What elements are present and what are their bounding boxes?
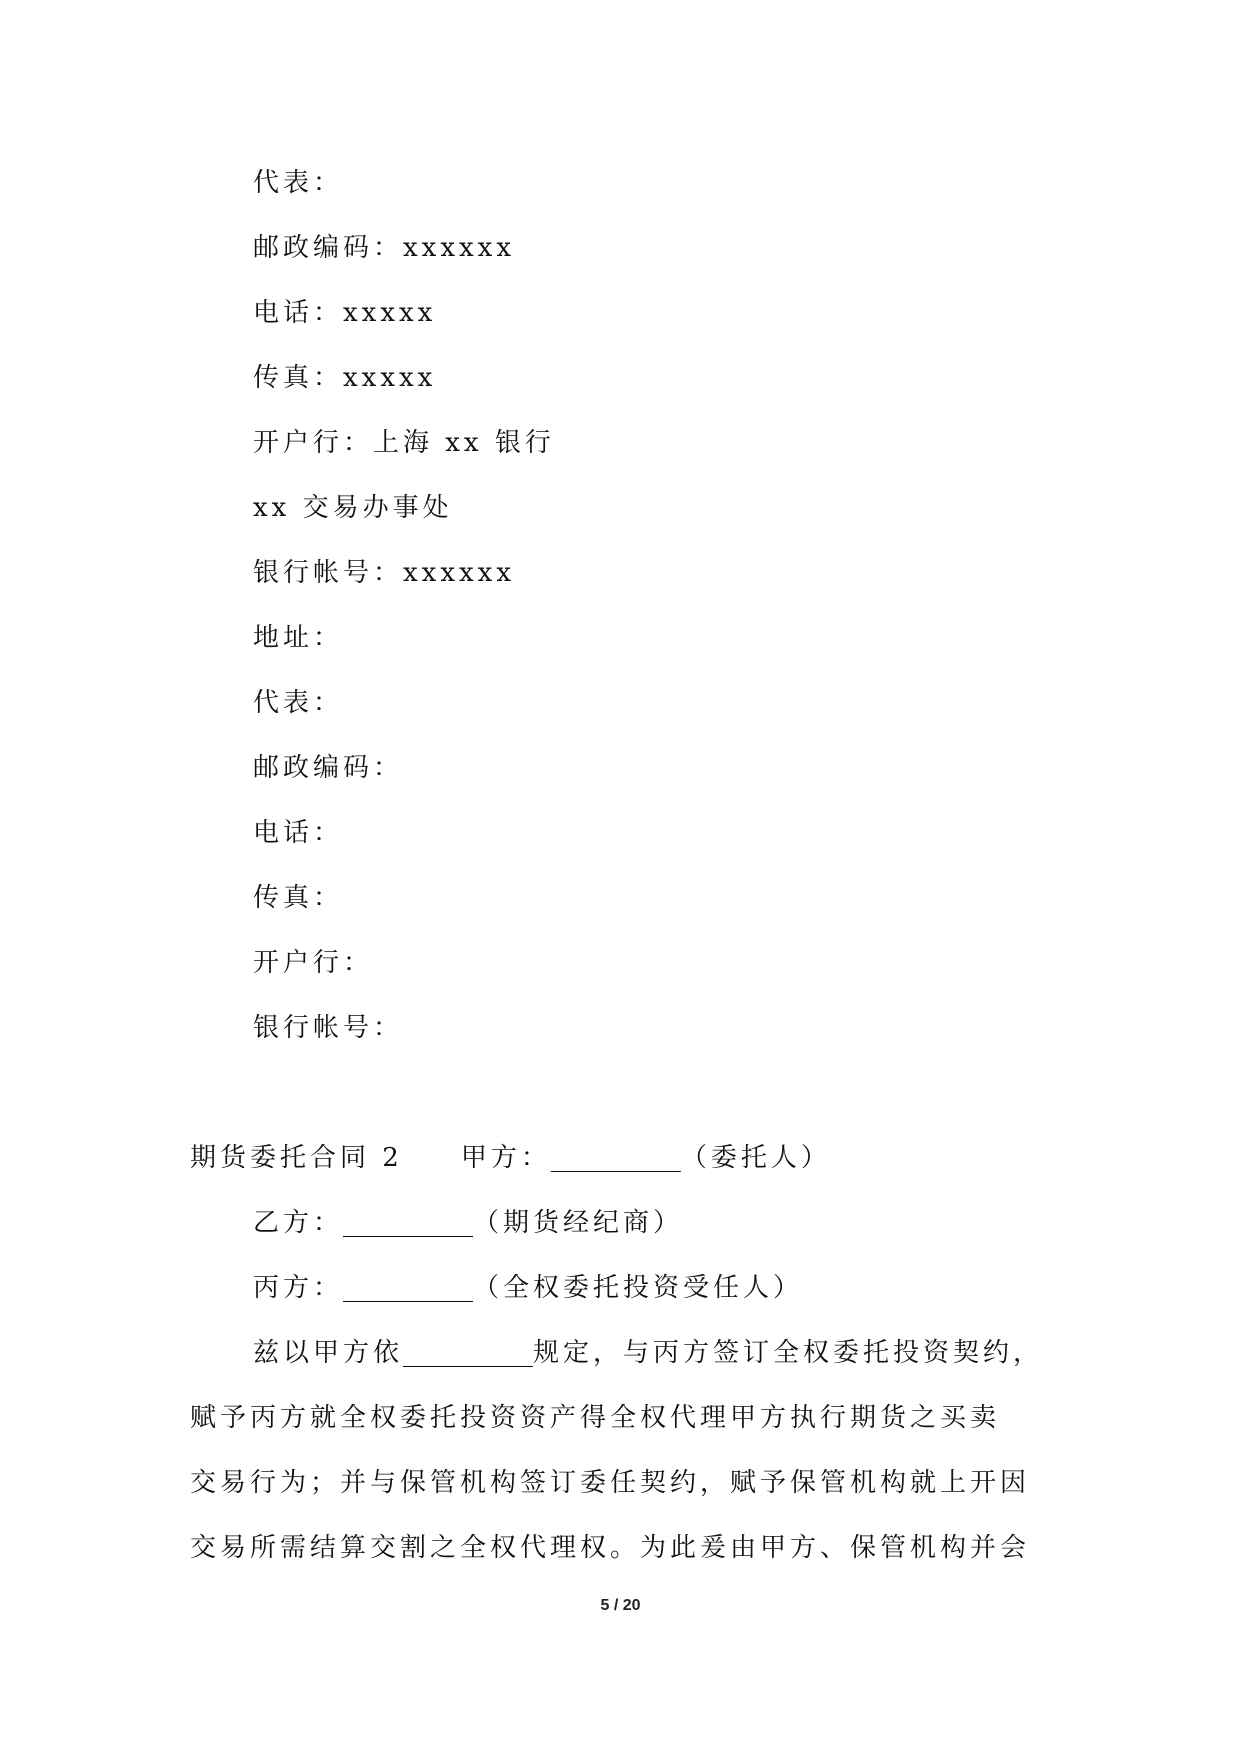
party-b-postcode: 邮政编码：xxxxxx: [253, 233, 515, 263]
party-b-representative: 代表：: [253, 168, 344, 198]
party-c-blank: __________: [343, 1273, 474, 1303]
body-line-1-end: 规定，与丙方签订全权委托投资契约，: [533, 1338, 1044, 1368]
party-c-role: （全权委托投资受任人）: [473, 1273, 804, 1303]
party-b-role: （期货经纪商）: [473, 1208, 684, 1238]
party-b-phone: 电话：xxxxx: [253, 298, 437, 328]
party-b-fax: 传真：xxxxx: [253, 363, 437, 393]
party-c-representative: 代表：: [253, 688, 344, 718]
body-paragraph-line-2: 赋予丙方就全权委托投资资产得全权代理甲方执行期货之买卖: [190, 1403, 1001, 1433]
body-paragraph-line-3: 交易行为；并与保管机构签订委任契约，赋予保管机构就上开因: [190, 1468, 1031, 1498]
party-c-postcode: 邮政编码：: [253, 753, 404, 783]
party-b-blank: __________: [343, 1208, 474, 1238]
body-line-1-start: 兹以甲方依: [253, 1338, 404, 1368]
party-c-address: 地址：: [253, 623, 344, 653]
party-b-account: 银行帐号：xxxxxx: [253, 558, 515, 588]
party-a-label: 甲方：: [460, 1143, 551, 1173]
party-b-bank: 开户行：上海 xx 银行: [253, 428, 555, 458]
party-b-bank-office: xx 交易办事处: [253, 493, 453, 523]
contract-2-title: 期货委托合同 2: [190, 1143, 403, 1173]
party-b-label: 乙方：: [253, 1208, 344, 1238]
party-c-fax: 传真：: [253, 883, 344, 913]
party-c-bank: 开户行：: [253, 948, 374, 978]
party-c-phone: 电话：: [253, 818, 344, 848]
party-a-blank: __________: [550, 1143, 681, 1173]
party-b-line: [253, 1206, 683, 1240]
party-c-account: 银行帐号：: [253, 1013, 404, 1043]
body-paragraph-line-4: 交易所需结算交割之全权代理权。为此爰由甲方、保管机构并会: [190, 1533, 1031, 1563]
page-number: 5 / 20: [600, 1597, 641, 1614]
party-a-role: （委托人）: [680, 1143, 831, 1173]
contract-2-heading-line: [190, 1141, 831, 1175]
party-c-line: [253, 1271, 803, 1305]
party-c-label: 丙方：: [253, 1273, 344, 1303]
body-paragraph-line-1: [253, 1336, 1043, 1370]
body-line-1-blank: __________: [403, 1338, 534, 1368]
